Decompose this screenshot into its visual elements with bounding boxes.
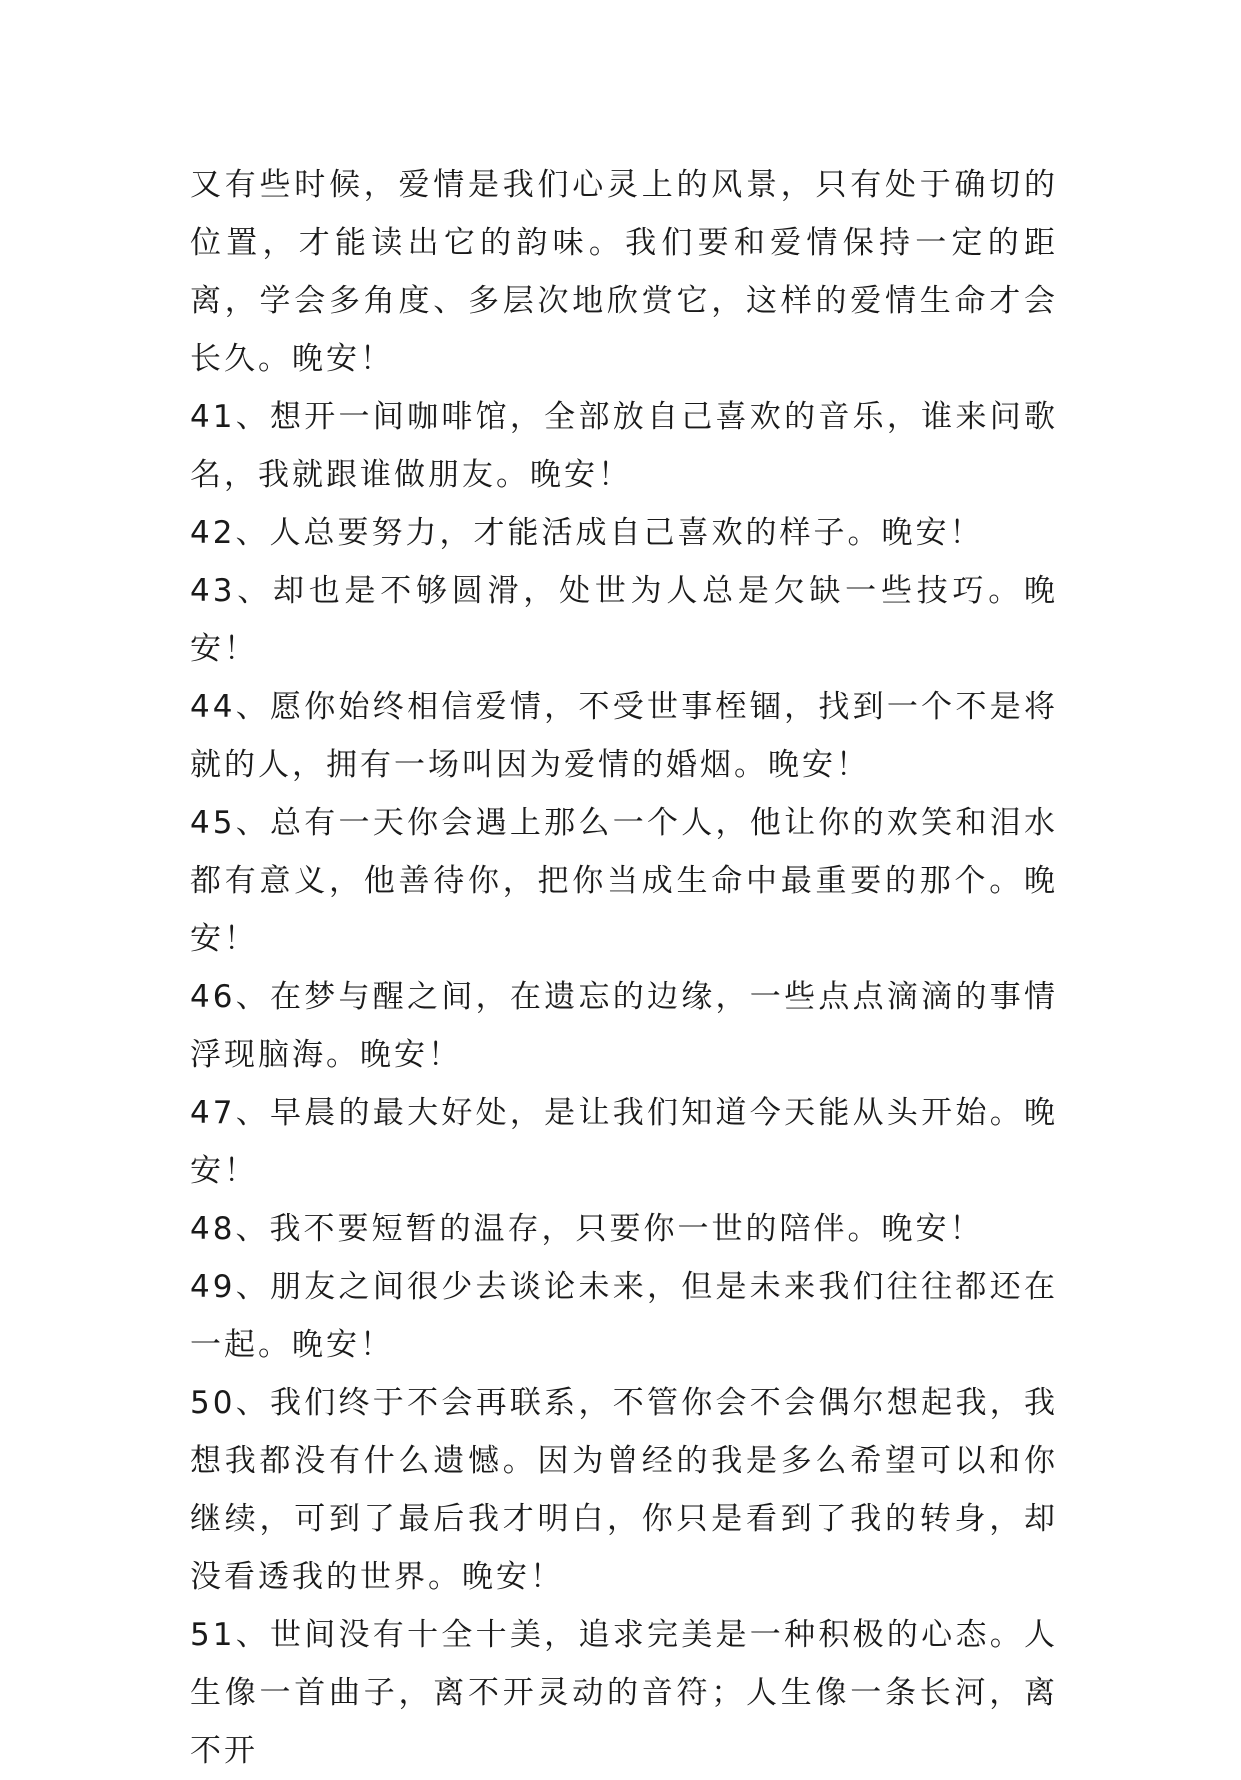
paragraph-49: 49、朋友之间很少去谈论未来，但是未来我们往往都还在一起。晚安！	[190, 1269, 1058, 1363]
paragraph-41: 41、想开一间咖啡馆，全部放自己喜欢的音乐，谁来问歌名，我就跟谁做朋友。晚安！	[190, 399, 1058, 493]
paragraph-45: 45、总有一天你会遇上那么一个人，他让你的欢笑和泪水都有意义，他善待你，把你当成生命中最重要的那个。晚安！	[190, 805, 1058, 957]
paragraph-42: 42、人总要努力，才能活成自己喜欢的样子。晚安！	[190, 515, 984, 551]
paragraph-50: 50、我们终于不会再联系，不管你会不会偶尔想起我，我想我都没有什么遗憾。因为曾经的我是多么希望可以和你继续，可到了最后我才明白，你只是看到了我的转身，却没看透我的世界。晚安！	[190, 1385, 1058, 1595]
paragraph-43: 43、却也是不够圆滑，处世为人总是欠缺一些技巧。晚安！	[190, 573, 1058, 667]
document-body	[190, 156, 1058, 1780]
paragraph-intro: 又有些时候，爱情是我们心灵上的风景，只有处于确切的位置，才能读出它的韵味。我们要和爱情保持一定的距离，学会多角度、多层次地欣赏它，这样的爱情生命才会长久。晚安！	[190, 167, 1058, 377]
paragraph-47: 47、早晨的最大好处，是让我们知道今天能从头开始。晚安！	[190, 1095, 1058, 1189]
paragraph-51: 51、世间没有十全十美，追求完美是一种积极的心态。人生像一首曲子，离不开灵动的音符；人生像一条长河，离不开	[190, 1617, 1058, 1769]
paragraph-48: 48、我不要短暂的温存，只要你一世的陪伴。晚安！	[190, 1211, 984, 1247]
paragraph-44: 44、愿你始终相信爱情，不受世事桎锢，找到一个不是将就的人，拥有一场叫因为爱情的婚烟。晚安！	[190, 689, 1058, 783]
paragraph-46: 46、在梦与醒之间，在遗忘的边缘，一些点点滴滴的事情浮现脑海。晚安！	[190, 979, 1058, 1073]
